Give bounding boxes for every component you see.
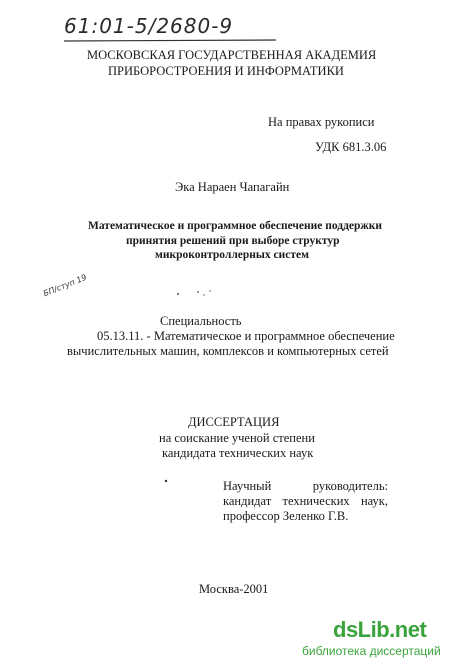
dissertation-heading: ДИССЕРТАЦИЯ [188, 415, 280, 429]
supervisor-word-3: кандидат [223, 494, 272, 508]
archive-number: 61:01-5/2680-9 [64, 14, 234, 38]
institution-line-2: ПРИБОРОСТРОЕНИЯ И ИНФОРМАТИКИ [108, 64, 344, 78]
watermark-logo[interactable] [333, 617, 426, 643]
specialty-label: Специальность [160, 314, 242, 328]
ink-specks [170, 286, 220, 300]
title-line-2: принятия решений при выборе структур [126, 235, 340, 247]
dissertation-line-2: кандидата технических наук [162, 446, 314, 460]
author-name: Эка Нараен Чапагайн [175, 180, 290, 194]
watermark-logo-main: dsLib [333, 617, 390, 642]
watermark-logo-tld: .net [389, 617, 427, 642]
title-line-1: Математическое и программное обеспечение поддержки [88, 220, 382, 232]
supervisor-word-5: наук, [360, 494, 388, 508]
supervisor-row-3: профессор Зеленко Г.В. [223, 509, 349, 523]
supervisor-row-2 [223, 494, 388, 509]
udk-code: УДК 681.3.06 [315, 140, 387, 154]
stamp-scribble: БП/ступ 19 [42, 272, 88, 299]
institution-line-1: МОСКОВСКАЯ ГОСУДАРСТВЕННАЯ АКАДЕМИЯ [87, 48, 377, 62]
supervisor-word-1: Научный [223, 479, 272, 493]
supervisor-word-2: руководитель: [312, 479, 388, 493]
dissertation-line-1: на соискание ученой степени [159, 431, 315, 445]
watermark-subtitle: библиотека диссертаций [302, 644, 441, 658]
rights-note: На правах рукописи [268, 115, 375, 129]
supervisor-row-1 [223, 479, 388, 494]
title-line-3: микроконтроллерных систем [155, 249, 309, 261]
specialty-line-1: 05.13.11. - Математическое и программное обеспечение [97, 329, 395, 343]
ink-dot [163, 478, 169, 484]
city-year: Москва-2001 [199, 582, 269, 596]
archive-underline [64, 38, 279, 44]
supervisor-word-4: технических [282, 494, 350, 508]
specialty-line-2: вычислительных машин, комплексов и компьютерных сетей [67, 344, 389, 358]
